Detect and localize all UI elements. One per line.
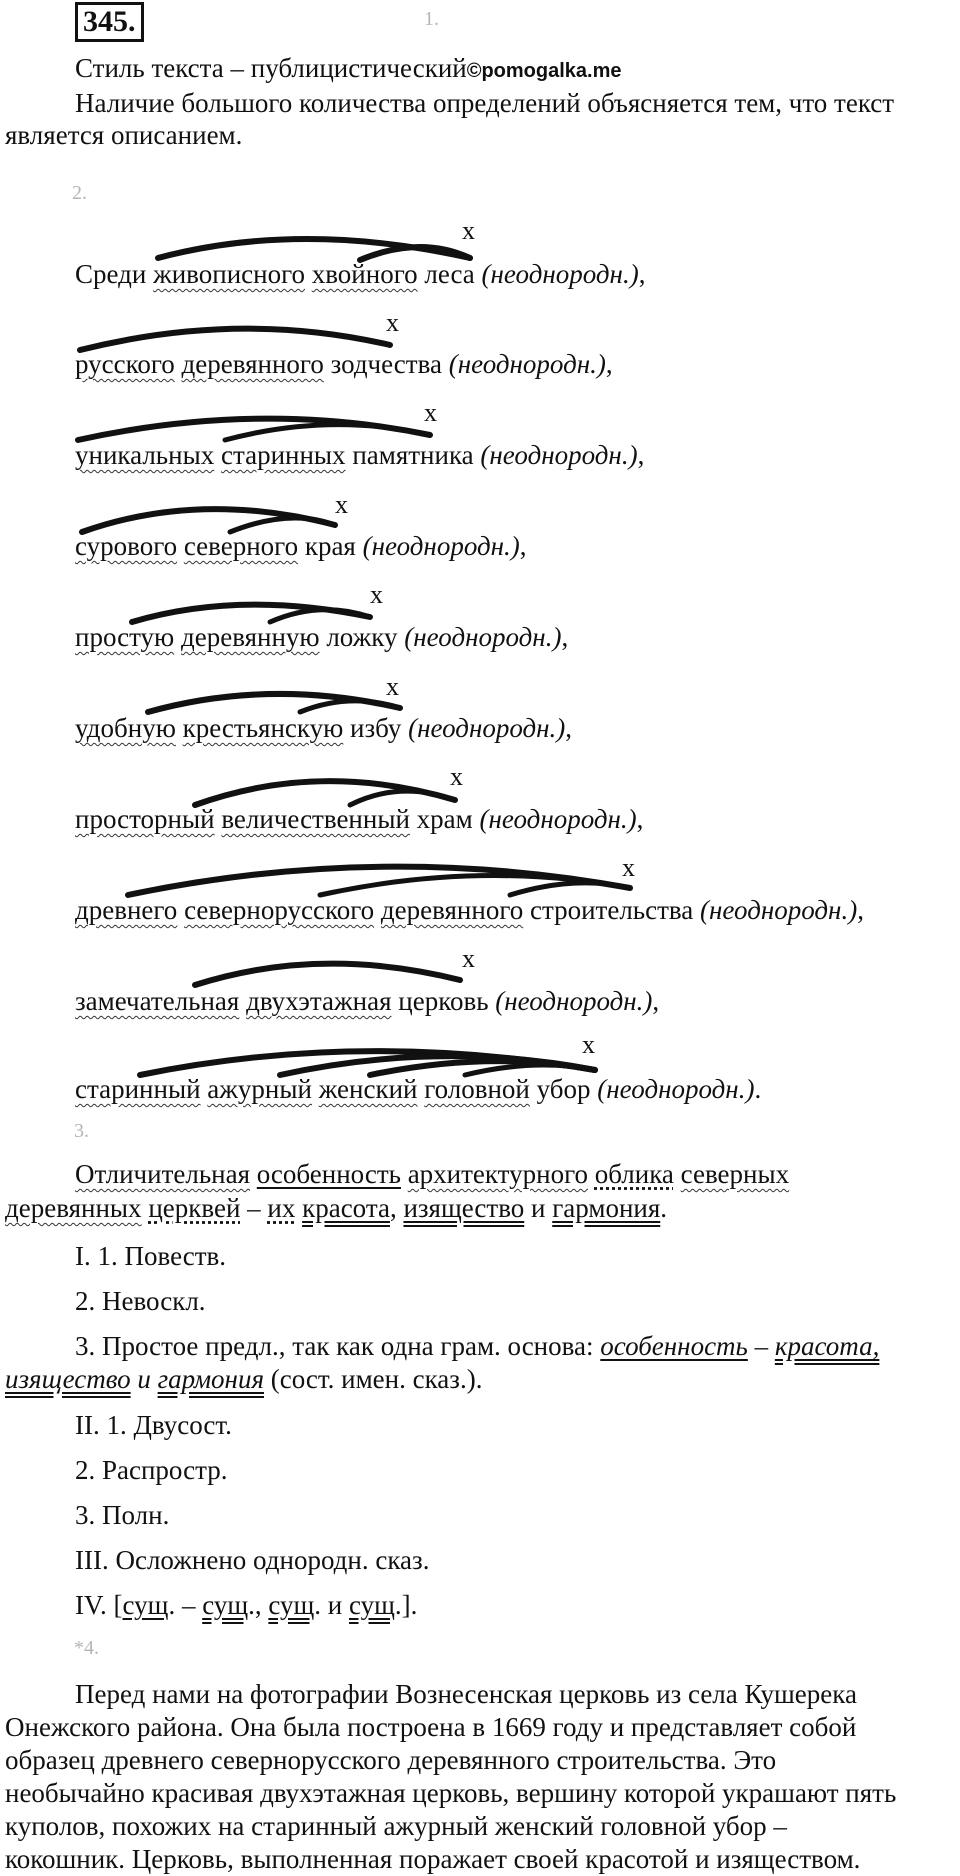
x-mark: х [450, 762, 463, 791]
analysis-line: III. Осложнено однородн. сказ. [75, 1545, 430, 1575]
phrase-word: края [304, 531, 356, 561]
essay-line: куполов, похожих на старинный ажурный женский головной убор – [5, 1811, 787, 1841]
phrase-note: (неоднородн.) [480, 440, 638, 470]
phrase-note: (неоднородн.) [404, 622, 562, 652]
phrase-line: Среди живописного хвойного леса (неоднородн.), [75, 259, 646, 289]
phrase-word: леса [424, 259, 475, 289]
phrase-word: удобную [75, 713, 176, 743]
phrase-line: просторный величественный храм (неоднородн.), [75, 804, 644, 834]
arc [510, 883, 630, 895]
phrase-word: русского [75, 349, 175, 379]
phrase-line: замечательная двухэтажная церковь (неоднородн.), [75, 986, 660, 1016]
phrase-word: крестьянскую [182, 713, 344, 743]
section-2-label: 2. [72, 182, 87, 204]
phrase-note: (неоднородн.) [479, 804, 637, 834]
x-mark: х [622, 853, 635, 882]
phrase-word: ажурный [207, 1074, 312, 1104]
analysis-line: I. 1. Повеств. [75, 1241, 227, 1271]
arc [360, 247, 470, 260]
analysis-line: 2. Распростр. [75, 1455, 228, 1485]
phrase-line: сурового северного края (неоднородн.), [75, 531, 527, 561]
x-mark: х [462, 216, 475, 245]
arc [78, 419, 430, 440]
section-4-label: *4. [74, 1637, 99, 1659]
x-mark: х [386, 672, 399, 701]
phrase-line: древнего севернорусского деревянного строительства (неоднородн.), [75, 895, 864, 925]
phrase-word: Среди [75, 259, 147, 289]
phrase-line: старинный ажурный женский головной убор (неоднородн.). [75, 1074, 762, 1104]
analyzed-sentence-line1: Отличительная особенность архитектурного облика северных [75, 1159, 790, 1189]
analyzed-sentence-line2: деревянных церквей – их красота, изящество и гармония. [5, 1193, 668, 1223]
x-mark: х [424, 398, 437, 427]
phrase-word: ложку [326, 622, 398, 652]
essay-line: образец древнего севернорусского деревянного строительства. Это [5, 1745, 777, 1775]
arc [300, 701, 400, 712]
arc [80, 329, 390, 350]
paragraph-line: Наличие большого количества определений объясняется тем, что текст [75, 88, 895, 118]
phrase-word: женский [318, 1074, 418, 1104]
phrase-note: (неоднородн.) [495, 986, 653, 1016]
arc [465, 1065, 595, 1075]
phrase-word: головной [424, 1074, 530, 1104]
analysis-line: II. 1. Двусост. [75, 1410, 232, 1440]
essay-line: Онежского района. Она была построена в 1669 году и представляет собой [5, 1712, 857, 1742]
phrase-word: старинный [75, 1074, 201, 1104]
watermark: ©pomogalka.me [466, 60, 622, 82]
phrase-line: простую деревянную ложку (неоднородн.), [75, 622, 569, 652]
arc [230, 518, 335, 532]
x-mark: х [335, 490, 348, 519]
style-text: Стиль текста – публицистический [75, 53, 467, 83]
phrase-word: избу [350, 713, 402, 743]
phrase-word: северного [183, 531, 299, 561]
phrase-word: двухэтажная [246, 986, 392, 1016]
scheme-line: IV. [сущ. – сущ., сущ. и сущ.]. [75, 1590, 418, 1620]
phrase-line: русского деревянного зодчества (неоднородн.), [75, 349, 613, 379]
phrase-word: храм [416, 804, 473, 834]
arc [128, 867, 630, 895]
phrase-word: строительства [529, 895, 694, 925]
phrase-word: церковь [398, 986, 489, 1016]
arc [195, 964, 460, 985]
section-1-label: 1. [424, 8, 439, 30]
analysis-line: 3. Полн. [75, 1500, 170, 1530]
arc [82, 509, 335, 532]
phrase-note: (неоднородн.) [408, 713, 566, 743]
phrase-line: уникальных старинных памятника (неоднородн.), [75, 440, 645, 470]
phrase-note: (неоднородн.) [448, 349, 606, 379]
essay-line: необычайно красивая двухэтажная церковь, вершину которой украшают пять [5, 1778, 897, 1808]
phrase-word: зодчества [330, 349, 442, 379]
essay-line: Перед нами на фотографии Вознесенская церковь из села Кушерека [75, 1679, 857, 1709]
phrase-word: деревянного [181, 349, 324, 379]
x-mark: х [386, 308, 399, 337]
phrase-word: просторный [75, 804, 215, 834]
phrase-word: севернорусского [184, 895, 375, 925]
x-mark: х [582, 1030, 595, 1059]
phrase-note: (неоднородн.) [481, 259, 639, 289]
phrase-word: простую [75, 622, 175, 652]
phrase-word: памятника [352, 440, 474, 470]
phrase-word: замечательная [75, 986, 240, 1016]
phrase-word: хвойного [311, 259, 418, 289]
phrase-word: деревянного [380, 895, 524, 925]
essay-line: кокошник. Церковь, выполненная поражает своей красотой и изяществом. [5, 1844, 861, 1874]
phrase-word: деревянную [180, 622, 320, 652]
arc [132, 605, 370, 622]
phrase-word: старинных [220, 440, 346, 470]
phrase-word: уникальных [75, 440, 215, 470]
exercise-number: 345. [75, 2, 144, 42]
x-mark: х [462, 944, 475, 973]
phrase-line: удобную крестьянскую избу (неоднородн.), [75, 713, 573, 743]
analysis-line: 3. Простое предл., так как одна грам. основа: особенность – красота, [75, 1331, 880, 1361]
phrase-word: сурового [75, 531, 178, 561]
phrase-note: (неоднородн.) [362, 531, 520, 561]
phrase-word: древнего [75, 895, 178, 925]
paragraph-line: является описанием. [5, 120, 243, 150]
phrase-word: живописного [153, 259, 305, 289]
phrase-note: (неоднородн.) [700, 895, 858, 925]
phrase-note: (неоднородн.) [597, 1074, 755, 1104]
phrase-word: убор [536, 1074, 591, 1104]
phrase-word: величественный [221, 804, 410, 834]
section-3-label: 3. [74, 1120, 89, 1142]
analysis-line: изящество и гармония (сост. имен. сказ.). [5, 1364, 483, 1394]
x-mark: х [370, 580, 383, 609]
analysis-line: 2. Невоскл. [75, 1286, 206, 1316]
